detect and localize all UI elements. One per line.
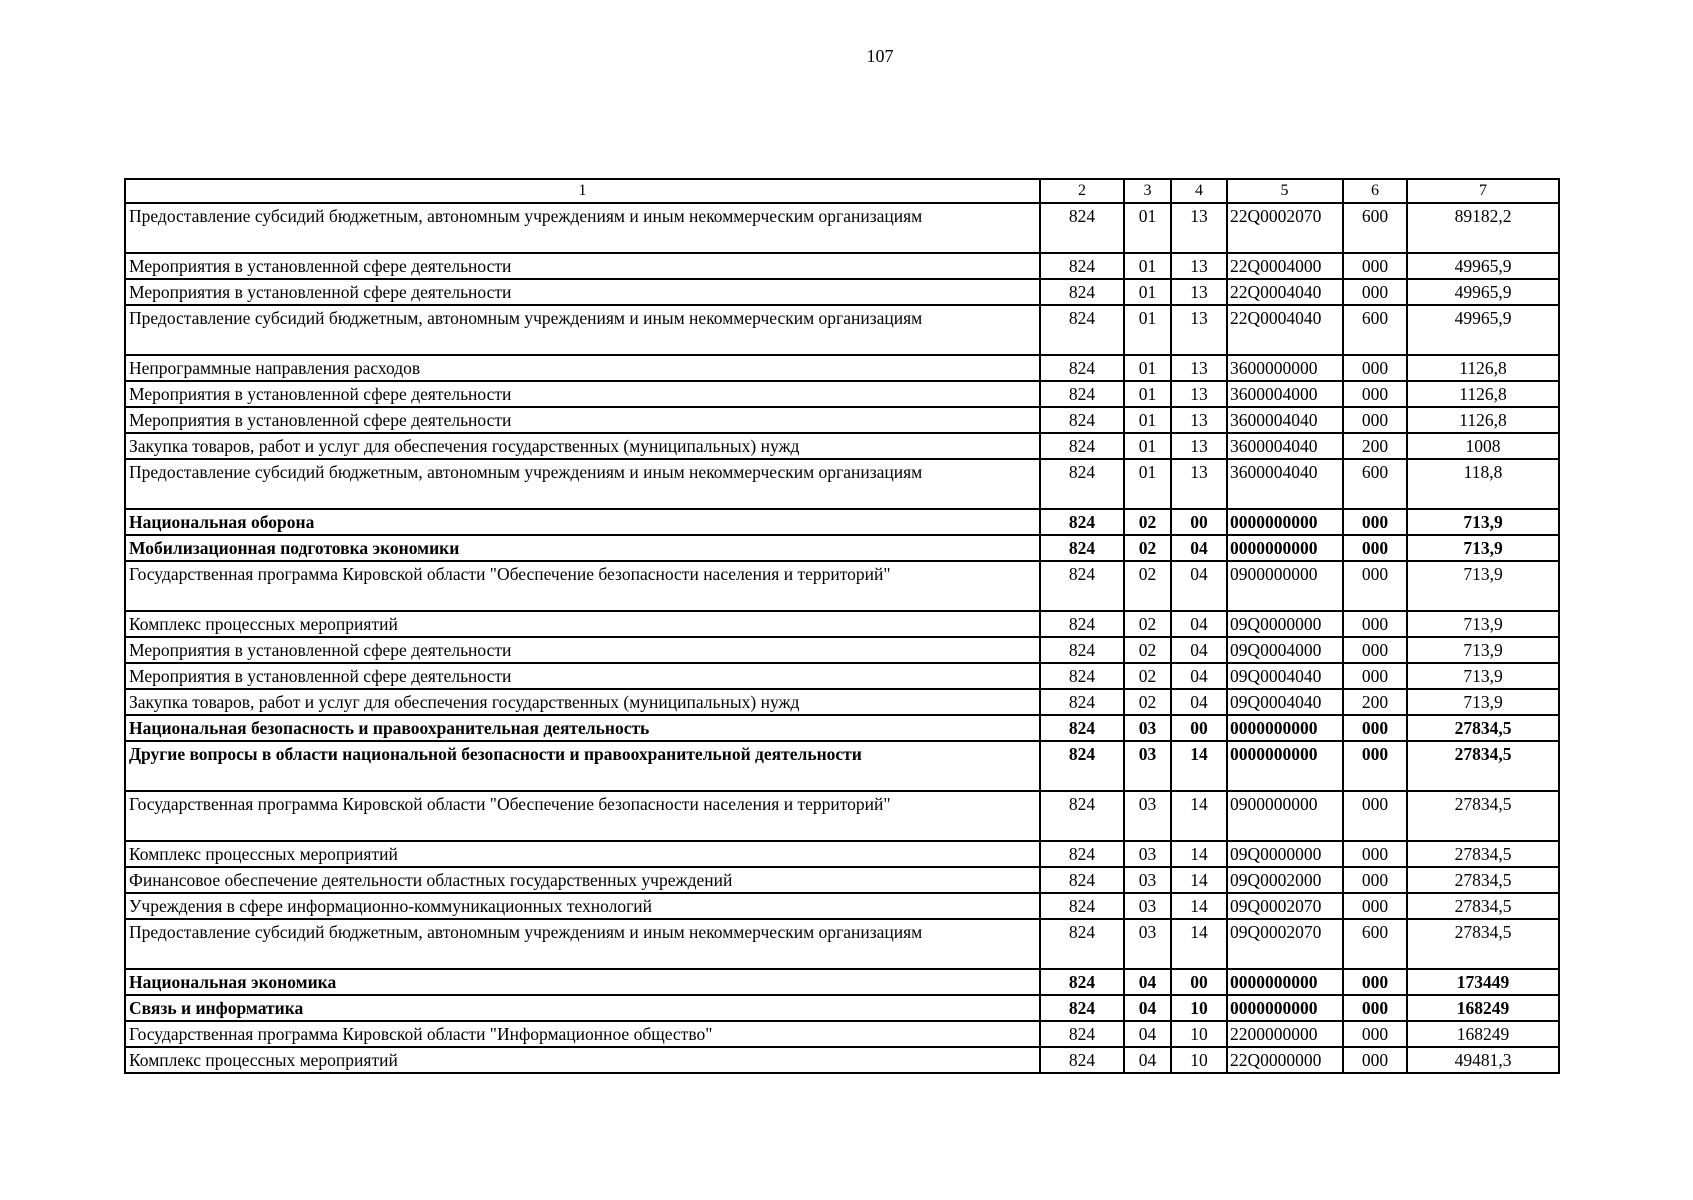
cell-amount: 713,9 bbox=[1407, 689, 1559, 715]
cell-ministry-code: 824 bbox=[1040, 741, 1124, 791]
table-row bbox=[125, 919, 1559, 969]
table-row bbox=[125, 689, 1559, 715]
cell-name: Закупка товаров, работ и услуг для обеспечения государственных (муниципальных) нужд bbox=[125, 433, 1040, 459]
cell-expense-type: 000 bbox=[1343, 741, 1407, 791]
cell-name: Государственная программа Кировской области "Обеспечение безопасности населения и территорий" bbox=[125, 791, 1040, 841]
cell-ministry-code: 824 bbox=[1040, 995, 1124, 1021]
cell-ministry-code: 824 bbox=[1040, 407, 1124, 433]
cell-expense-type: 600 bbox=[1343, 305, 1407, 355]
cell-ministry-code: 824 bbox=[1040, 1047, 1124, 1073]
cell-subsection: 13 bbox=[1171, 253, 1227, 279]
cell-subsection: 13 bbox=[1171, 407, 1227, 433]
cell-expense-type: 000 bbox=[1343, 969, 1407, 995]
cell-target-article: 22Q0000000 bbox=[1227, 1047, 1343, 1073]
cell-expense-type: 600 bbox=[1343, 459, 1407, 509]
cell-section: 02 bbox=[1124, 611, 1171, 637]
cell-expense-type: 000 bbox=[1343, 663, 1407, 689]
cell-amount: 27834,5 bbox=[1407, 791, 1559, 841]
cell-subsection: 13 bbox=[1171, 355, 1227, 381]
cell-name: Закупка товаров, работ и услуг для обеспечения государственных (муниципальных) нужд bbox=[125, 689, 1040, 715]
cell-expense-type: 600 bbox=[1343, 919, 1407, 969]
cell-target-article: 09Q0004040 bbox=[1227, 663, 1343, 689]
cell-section: 02 bbox=[1124, 561, 1171, 611]
cell-target-article: 3600004040 bbox=[1227, 433, 1343, 459]
cell-name: Национальная экономика bbox=[125, 969, 1040, 995]
cell-section: 03 bbox=[1124, 841, 1171, 867]
cell-expense-type: 000 bbox=[1343, 841, 1407, 867]
cell-amount: 713,9 bbox=[1407, 611, 1559, 637]
table-row bbox=[125, 867, 1559, 893]
cell-subsection: 14 bbox=[1171, 893, 1227, 919]
cell-amount: 168249 bbox=[1407, 995, 1559, 1021]
cell-section: 04 bbox=[1124, 995, 1171, 1021]
cell-section: 04 bbox=[1124, 969, 1171, 995]
cell-target-article: 0000000000 bbox=[1227, 741, 1343, 791]
table-row bbox=[125, 355, 1559, 381]
cell-ministry-code: 824 bbox=[1040, 561, 1124, 611]
cell-amount: 27834,5 bbox=[1407, 715, 1559, 741]
cell-target-article: 3600000000 bbox=[1227, 355, 1343, 381]
cell-expense-type: 200 bbox=[1343, 689, 1407, 715]
table-row bbox=[125, 253, 1559, 279]
cell-name: Комплекс процессных мероприятий bbox=[125, 841, 1040, 867]
cell-expense-type: 000 bbox=[1343, 867, 1407, 893]
cell-subsection: 14 bbox=[1171, 867, 1227, 893]
cell-amount: 89182,2 bbox=[1407, 203, 1559, 253]
cell-section: 01 bbox=[1124, 355, 1171, 381]
cell-name: Связь и информатика bbox=[125, 995, 1040, 1021]
cell-expense-type: 000 bbox=[1343, 355, 1407, 381]
cell-subsection: 04 bbox=[1171, 689, 1227, 715]
cell-amount: 27834,5 bbox=[1407, 919, 1559, 969]
cell-expense-type: 000 bbox=[1343, 893, 1407, 919]
cell-expense-type: 000 bbox=[1343, 561, 1407, 611]
cell-subsection: 04 bbox=[1171, 637, 1227, 663]
cell-name: Предоставление субсидий бюджетным, автономным учреждениям и иным некоммерческим организациям bbox=[125, 919, 1040, 969]
cell-ministry-code: 824 bbox=[1040, 279, 1124, 305]
cell-subsection: 13 bbox=[1171, 305, 1227, 355]
table-row bbox=[125, 893, 1559, 919]
cell-name: Государственная программа Кировской области "Информационное общество" bbox=[125, 1021, 1040, 1047]
cell-target-article: 09Q0002070 bbox=[1227, 919, 1343, 969]
cell-target-article: 0900000000 bbox=[1227, 791, 1343, 841]
cell-section: 03 bbox=[1124, 867, 1171, 893]
cell-section: 01 bbox=[1124, 253, 1171, 279]
cell-subsection: 00 bbox=[1171, 509, 1227, 535]
cell-expense-type: 000 bbox=[1343, 637, 1407, 663]
cell-amount: 1126,8 bbox=[1407, 355, 1559, 381]
cell-name: Мероприятия в установленной сфере деятельности bbox=[125, 253, 1040, 279]
cell-name: Государственная программа Кировской области "Обеспечение безопасности населения и территорий" bbox=[125, 561, 1040, 611]
cell-target-article: 09Q0004000 bbox=[1227, 637, 1343, 663]
cell-ministry-code: 824 bbox=[1040, 355, 1124, 381]
cell-amount: 49481,3 bbox=[1407, 1047, 1559, 1073]
cell-expense-type: 000 bbox=[1343, 407, 1407, 433]
table-row bbox=[125, 741, 1559, 791]
cell-name: Мероприятия в установленной сфере деятельности bbox=[125, 407, 1040, 433]
cell-target-article: 0000000000 bbox=[1227, 715, 1343, 741]
cell-ministry-code: 824 bbox=[1040, 381, 1124, 407]
cell-amount: 27834,5 bbox=[1407, 893, 1559, 919]
cell-ministry-code: 824 bbox=[1040, 663, 1124, 689]
table-row bbox=[125, 381, 1559, 407]
cell-ministry-code: 824 bbox=[1040, 1021, 1124, 1047]
cell-section: 01 bbox=[1124, 279, 1171, 305]
cell-ministry-code: 824 bbox=[1040, 867, 1124, 893]
table-row bbox=[125, 407, 1559, 433]
cell-subsection: 10 bbox=[1171, 1021, 1227, 1047]
cell-target-article: 22Q0004040 bbox=[1227, 305, 1343, 355]
cell-amount: 173449 bbox=[1407, 969, 1559, 995]
cell-section: 01 bbox=[1124, 433, 1171, 459]
cell-name: Мероприятия в установленной сфере деятельности bbox=[125, 637, 1040, 663]
table-row bbox=[125, 459, 1559, 509]
cell-target-article: 22Q0004000 bbox=[1227, 253, 1343, 279]
cell-amount: 27834,5 bbox=[1407, 867, 1559, 893]
cell-subsection: 13 bbox=[1171, 279, 1227, 305]
cell-expense-type: 000 bbox=[1343, 535, 1407, 561]
cell-target-article: 0900000000 bbox=[1227, 561, 1343, 611]
cell-amount: 713,9 bbox=[1407, 535, 1559, 561]
cell-target-article: 0000000000 bbox=[1227, 995, 1343, 1021]
cell-section: 03 bbox=[1124, 919, 1171, 969]
cell-subsection: 14 bbox=[1171, 919, 1227, 969]
cell-expense-type: 200 bbox=[1343, 433, 1407, 459]
table-row bbox=[125, 1021, 1559, 1047]
cell-section: 02 bbox=[1124, 689, 1171, 715]
cell-ministry-code: 824 bbox=[1040, 969, 1124, 995]
table-row bbox=[125, 535, 1559, 561]
cell-subsection: 10 bbox=[1171, 995, 1227, 1021]
cell-target-article: 22Q0002070 bbox=[1227, 203, 1343, 253]
table-row bbox=[125, 841, 1559, 867]
cell-amount: 168249 bbox=[1407, 1021, 1559, 1047]
cell-expense-type: 000 bbox=[1343, 715, 1407, 741]
cell-subsection: 13 bbox=[1171, 203, 1227, 253]
cell-expense-type: 000 bbox=[1343, 791, 1407, 841]
cell-subsection: 00 bbox=[1171, 969, 1227, 995]
table-row bbox=[125, 637, 1559, 663]
cell-ministry-code: 824 bbox=[1040, 791, 1124, 841]
table-row bbox=[125, 561, 1559, 611]
cell-target-article: 3600004040 bbox=[1227, 407, 1343, 433]
table-row bbox=[125, 509, 1559, 535]
cell-amount: 713,9 bbox=[1407, 663, 1559, 689]
cell-section: 03 bbox=[1124, 715, 1171, 741]
cell-name: Мобилизационная подготовка экономики bbox=[125, 535, 1040, 561]
cell-section: 02 bbox=[1124, 663, 1171, 689]
cell-section: 02 bbox=[1124, 535, 1171, 561]
cell-name: Мероприятия в установленной сфере деятельности bbox=[125, 279, 1040, 305]
cell-name: Национальная оборона bbox=[125, 509, 1040, 535]
cell-target-article: 09Q0002000 bbox=[1227, 867, 1343, 893]
cell-section: 04 bbox=[1124, 1021, 1171, 1047]
header-col-6: 6 bbox=[1343, 179, 1407, 203]
cell-amount: 1126,8 bbox=[1407, 381, 1559, 407]
cell-name: Мероприятия в установленной сфере деятельности bbox=[125, 381, 1040, 407]
cell-subsection: 04 bbox=[1171, 611, 1227, 637]
cell-ministry-code: 824 bbox=[1040, 253, 1124, 279]
cell-section: 04 bbox=[1124, 1047, 1171, 1073]
cell-subsection: 14 bbox=[1171, 841, 1227, 867]
cell-ministry-code: 824 bbox=[1040, 689, 1124, 715]
cell-target-article: 09Q0000000 bbox=[1227, 611, 1343, 637]
cell-ministry-code: 824 bbox=[1040, 305, 1124, 355]
cell-ministry-code: 824 bbox=[1040, 535, 1124, 561]
cell-subsection: 13 bbox=[1171, 381, 1227, 407]
table-row bbox=[125, 715, 1559, 741]
cell-ministry-code: 824 bbox=[1040, 919, 1124, 969]
table-row bbox=[125, 203, 1559, 253]
cell-subsection: 14 bbox=[1171, 791, 1227, 841]
cell-name: Комплекс процессных мероприятий bbox=[125, 611, 1040, 637]
cell-amount: 713,9 bbox=[1407, 561, 1559, 611]
cell-expense-type: 000 bbox=[1343, 253, 1407, 279]
cell-ministry-code: 824 bbox=[1040, 611, 1124, 637]
cell-name: Национальная безопасность и правоохранительная деятельность bbox=[125, 715, 1040, 741]
cell-target-article: 09Q0000000 bbox=[1227, 841, 1343, 867]
cell-subsection: 14 bbox=[1171, 741, 1227, 791]
cell-expense-type: 000 bbox=[1343, 509, 1407, 535]
cell-target-article: 0000000000 bbox=[1227, 509, 1343, 535]
cell-expense-type: 000 bbox=[1343, 381, 1407, 407]
cell-section: 01 bbox=[1124, 407, 1171, 433]
cell-subsection: 13 bbox=[1171, 459, 1227, 509]
cell-amount: 49965,9 bbox=[1407, 305, 1559, 355]
cell-amount: 1126,8 bbox=[1407, 407, 1559, 433]
cell-subsection: 04 bbox=[1171, 663, 1227, 689]
cell-amount: 27834,5 bbox=[1407, 841, 1559, 867]
cell-subsection: 13 bbox=[1171, 433, 1227, 459]
cell-amount: 713,9 bbox=[1407, 509, 1559, 535]
cell-expense-type: 000 bbox=[1343, 995, 1407, 1021]
cell-name: Финансовое обеспечение деятельности областных государственных учреждений bbox=[125, 867, 1040, 893]
cell-subsection: 04 bbox=[1171, 561, 1227, 611]
cell-section: 03 bbox=[1124, 893, 1171, 919]
header-col-7: 7 bbox=[1407, 179, 1559, 203]
cell-ministry-code: 824 bbox=[1040, 715, 1124, 741]
header-col-1: 1 bbox=[125, 179, 1040, 203]
cell-target-article: 09Q0002070 bbox=[1227, 893, 1343, 919]
header-col-4: 4 bbox=[1171, 179, 1227, 203]
budget-table bbox=[124, 178, 1560, 1074]
cell-target-article: 0000000000 bbox=[1227, 535, 1343, 561]
cell-target-article: 2200000000 bbox=[1227, 1021, 1343, 1047]
table-header-row bbox=[125, 179, 1559, 203]
table-row bbox=[125, 279, 1559, 305]
cell-section: 01 bbox=[1124, 381, 1171, 407]
cell-target-article: 09Q0004040 bbox=[1227, 689, 1343, 715]
cell-section: 01 bbox=[1124, 203, 1171, 253]
cell-expense-type: 000 bbox=[1343, 611, 1407, 637]
cell-amount: 27834,5 bbox=[1407, 741, 1559, 791]
cell-subsection: 00 bbox=[1171, 715, 1227, 741]
cell-expense-type: 000 bbox=[1343, 279, 1407, 305]
cell-name: Предоставление субсидий бюджетным, автономным учреждениям и иным некоммерческим организациям bbox=[125, 305, 1040, 355]
cell-section: 03 bbox=[1124, 741, 1171, 791]
cell-ministry-code: 824 bbox=[1040, 841, 1124, 867]
cell-subsection: 04 bbox=[1171, 535, 1227, 561]
cell-section: 01 bbox=[1124, 305, 1171, 355]
cell-target-article: 0000000000 bbox=[1227, 969, 1343, 995]
cell-name: Учреждения в сфере информационно-коммуникационных технологий bbox=[125, 893, 1040, 919]
table-row bbox=[125, 995, 1559, 1021]
cell-section: 03 bbox=[1124, 791, 1171, 841]
cell-name: Мероприятия в установленной сфере деятельности bbox=[125, 663, 1040, 689]
table-row bbox=[125, 663, 1559, 689]
cell-amount: 118,8 bbox=[1407, 459, 1559, 509]
table-row bbox=[125, 433, 1559, 459]
table-row bbox=[125, 969, 1559, 995]
table-row bbox=[125, 791, 1559, 841]
table-row bbox=[125, 305, 1559, 355]
cell-target-article: 3600004040 bbox=[1227, 459, 1343, 509]
cell-expense-type: 600 bbox=[1343, 203, 1407, 253]
cell-ministry-code: 824 bbox=[1040, 509, 1124, 535]
header-col-2: 2 bbox=[1040, 179, 1124, 203]
cell-ministry-code: 824 bbox=[1040, 433, 1124, 459]
cell-ministry-code: 824 bbox=[1040, 893, 1124, 919]
page-number: 107 bbox=[866, 46, 894, 66]
header-col-5: 5 bbox=[1227, 179, 1343, 203]
cell-target-article: 3600004000 bbox=[1227, 381, 1343, 407]
cell-ministry-code: 824 bbox=[1040, 459, 1124, 509]
cell-ministry-code: 824 bbox=[1040, 637, 1124, 663]
cell-name: Другие вопросы в области национальной безопасности и правоохранительной деятельности bbox=[125, 741, 1040, 791]
cell-expense-type: 000 bbox=[1343, 1021, 1407, 1047]
table-row bbox=[125, 611, 1559, 637]
cell-section: 02 bbox=[1124, 637, 1171, 663]
cell-amount: 49965,9 bbox=[1407, 253, 1559, 279]
cell-name: Предоставление субсидий бюджетным, автономным учреждениям и иным некоммерческим организациям bbox=[125, 459, 1040, 509]
cell-ministry-code: 824 bbox=[1040, 203, 1124, 253]
cell-amount: 713,9 bbox=[1407, 637, 1559, 663]
cell-name: Предоставление субсидий бюджетным, автономным учреждениям и иным некоммерческим организациям bbox=[125, 203, 1040, 253]
cell-expense-type: 000 bbox=[1343, 1047, 1407, 1073]
table-row bbox=[125, 1047, 1559, 1073]
cell-section: 02 bbox=[1124, 509, 1171, 535]
cell-target-article: 22Q0004040 bbox=[1227, 279, 1343, 305]
cell-amount: 49965,9 bbox=[1407, 279, 1559, 305]
cell-name: Непрограммные направления расходов bbox=[125, 355, 1040, 381]
header-col-3: 3 bbox=[1124, 179, 1171, 203]
cell-subsection: 10 bbox=[1171, 1047, 1227, 1073]
cell-name: Комплекс процессных мероприятий bbox=[125, 1047, 1040, 1073]
cell-section: 01 bbox=[1124, 459, 1171, 509]
cell-amount: 1008 bbox=[1407, 433, 1559, 459]
